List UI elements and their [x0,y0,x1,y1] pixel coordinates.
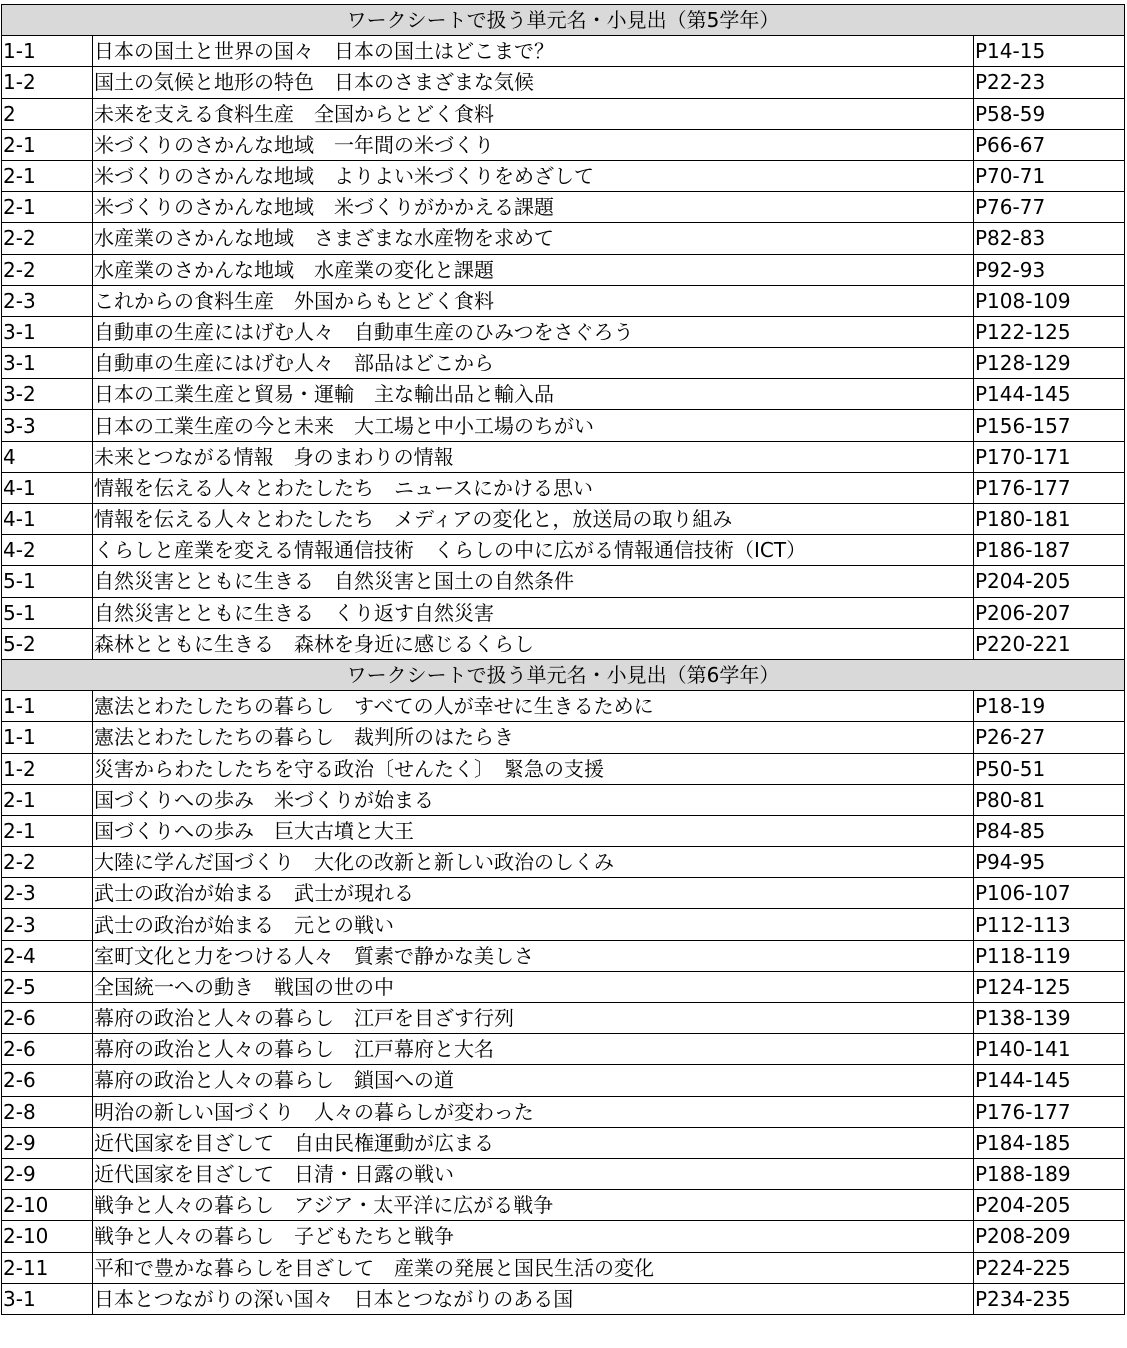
table-row [2,129,1125,160]
unit-title-cell: 明治の新しい国づくり 人々の暮らしが変わった [93,1096,974,1127]
page-range-cell: P112-113 [974,909,1125,940]
section-header-row [2,659,1125,690]
table-body [2,5,1125,1315]
unit-number-cell: 2-6 [2,1003,93,1034]
table-row [2,1190,1125,1221]
table-row [2,1283,1125,1314]
page-range-cell: P128-129 [974,348,1125,379]
unit-title-cell: 水産業のさかんな地域 水産業の変化と課題 [93,254,974,285]
page-range-cell: P234-235 [974,1283,1125,1314]
unit-number-cell: 3-3 [2,410,93,441]
table-row [2,815,1125,846]
unit-number-cell: 2-1 [2,192,93,223]
table-row [2,1252,1125,1283]
unit-title-cell: 戦争と人々の暮らし 子どもたちと戦争 [93,1221,974,1252]
table-row [2,971,1125,1002]
page-range-cell: P208-209 [974,1221,1125,1252]
unit-number-cell: 5-2 [2,628,93,659]
unit-number-cell: 2-1 [2,129,93,160]
page-range-cell: P106-107 [974,878,1125,909]
unit-title-cell: 日本とつながりの深い国々 日本とつながりのある国 [93,1283,974,1314]
table-row [2,410,1125,441]
table-row [2,535,1125,566]
table-row [2,223,1125,254]
table-row [2,316,1125,347]
table-row [2,1127,1125,1158]
worksheet-unit-table [1,4,1125,1315]
table-row [2,691,1125,722]
page-range-cell: P176-177 [974,1096,1125,1127]
unit-number-cell: 2-9 [2,1127,93,1158]
unit-number-cell: 3-2 [2,379,93,410]
page-range-cell: P170-171 [974,441,1125,472]
unit-number-cell: 2-1 [2,784,93,815]
page-range-cell: P84-85 [974,815,1125,846]
table-row [2,1158,1125,1189]
page-range-cell: P80-81 [974,784,1125,815]
unit-number-cell: 2-10 [2,1221,93,1252]
page-range-cell: P58-59 [974,98,1125,129]
page-range-cell: P220-221 [974,628,1125,659]
unit-title-cell: 室町文化と力をつける人々 質素で静かな美しさ [93,940,974,971]
page-range-cell: P76-77 [974,192,1125,223]
page-range-cell: P176-177 [974,472,1125,503]
unit-title-cell: 憲法とわたしたちの暮らし 裁判所のはたらき [93,722,974,753]
page-range-cell: P138-139 [974,1003,1125,1034]
unit-number-cell: 5-1 [2,566,93,597]
unit-number-cell: 2 [2,98,93,129]
unit-number-cell: 2-6 [2,1065,93,1096]
unit-number-cell: 4-1 [2,504,93,535]
unit-title-cell: くらしと産業を変える情報通信技術 くらしの中に広がる情報通信技術（ICT） [93,535,974,566]
unit-number-cell: 1-2 [2,753,93,784]
unit-number-cell: 2-9 [2,1158,93,1189]
unit-title-cell: 自動車の生産にはげむ人々 部品はどこから [93,348,974,379]
page-range-cell: P94-95 [974,847,1125,878]
table-row [2,753,1125,784]
page-range-cell: P204-205 [974,566,1125,597]
unit-number-cell: 2-2 [2,847,93,878]
unit-title-cell: 国づくりへの歩み 米づくりが始まる [93,784,974,815]
unit-number-cell: 2-8 [2,1096,93,1127]
page-range-cell: P26-27 [974,722,1125,753]
table-row [2,847,1125,878]
unit-title-cell: 災害からわたしたちを守る政治〔せんたく〕 緊急の支援 [93,753,974,784]
table-row [2,1034,1125,1065]
unit-title-cell: 日本の工業生産の今と未来 大工場と中小工場のちがい [93,410,974,441]
table-row [2,348,1125,379]
unit-title-cell: 自然災害とともに生きる くり返す自然災害 [93,597,974,628]
unit-title-cell: 国土の気候と地形の特色 日本のさまざまな気候 [93,67,974,98]
unit-number-cell: 2-2 [2,254,93,285]
table-row [2,1003,1125,1034]
page-range-cell: P180-181 [974,504,1125,535]
unit-number-cell: 2-2 [2,223,93,254]
page-range-cell: P124-125 [974,971,1125,1002]
unit-number-cell: 2-3 [2,878,93,909]
table-row [2,597,1125,628]
unit-number-cell: 2-3 [2,909,93,940]
section-header-row [2,5,1125,36]
unit-title-cell: 自然災害とともに生きる 自然災害と国土の自然条件 [93,566,974,597]
unit-title-cell: 米づくりのさかんな地域 一年間の米づくり [93,129,974,160]
page-range-cell: P14-15 [974,36,1125,67]
unit-title-cell: 米づくりのさかんな地域 米づくりがかかえる課題 [93,192,974,223]
unit-title-cell: 情報を伝える人々とわたしたち ニュースにかける思い [93,472,974,503]
table-row [2,254,1125,285]
unit-title-cell: 情報を伝える人々とわたしたち メディアの変化と，放送局の取り組み [93,504,974,535]
unit-title-cell: 戦争と人々の暮らし アジア・太平洋に広がる戦争 [93,1190,974,1221]
page-range-cell: P204-205 [974,1190,1125,1221]
page-range-cell: P144-145 [974,1065,1125,1096]
page-range-cell: P156-157 [974,410,1125,441]
table-row [2,1221,1125,1252]
page-range-cell: P140-141 [974,1034,1125,1065]
table-row [2,784,1125,815]
unit-title-cell: 武士の政治が始まる 武士が現れる [93,878,974,909]
page-range-cell: P66-67 [974,129,1125,160]
table-row [2,441,1125,472]
unit-title-cell: 森林とともに生きる 森林を身近に感じるくらし [93,628,974,659]
page-range-cell: P22-23 [974,67,1125,98]
unit-title-cell: 日本の国土と世界の国々 日本の国土はどこまで？ [93,36,974,67]
table-row [2,722,1125,753]
table-row [2,878,1125,909]
unit-number-cell: 3-1 [2,316,93,347]
unit-title-cell: 国づくりへの歩み 巨大古墳と大王 [93,815,974,846]
page-range-cell: P70-71 [974,160,1125,191]
unit-number-cell: 2-6 [2,1034,93,1065]
unit-number-cell: 1-1 [2,691,93,722]
unit-title-cell: 憲法とわたしたちの暮らし すべての人が幸せに生きるために [93,691,974,722]
page-range-cell: P144-145 [974,379,1125,410]
table-row [2,504,1125,535]
table-row [2,67,1125,98]
unit-number-cell: 2-5 [2,971,93,1002]
unit-number-cell: 1-2 [2,67,93,98]
page-range-cell: P122-125 [974,316,1125,347]
unit-title-cell: 幕府の政治と人々の暮らし 江戸幕府と大名 [93,1034,974,1065]
page-range-cell: P18-19 [974,691,1125,722]
unit-number-cell: 4 [2,441,93,472]
table-row [2,940,1125,971]
section-title: ワークシートで扱う単元名・小見出（第6学年） [2,659,1125,690]
unit-number-cell: 2-1 [2,160,93,191]
unit-title-cell: 水産業のさかんな地域 さまざまな水産物を求めて [93,223,974,254]
table-row [2,98,1125,129]
unit-title-cell: 自動車の生産にはげむ人々 自動車生産のひみつをさぐろう [93,316,974,347]
unit-title-cell: 平和で豊かな暮らしを目ざして 産業の発展と国民生活の変化 [93,1252,974,1283]
unit-number-cell: 4-1 [2,472,93,503]
unit-title-cell: 武士の政治が始まる 元との戦い [93,909,974,940]
unit-number-cell: 1-1 [2,722,93,753]
table-row [2,1065,1125,1096]
unit-number-cell: 2-10 [2,1190,93,1221]
unit-title-cell: 未来とつながる情報 身のまわりの情報 [93,441,974,472]
table-row [2,160,1125,191]
page-range-cell: P50-51 [974,753,1125,784]
page-range-cell: P108-109 [974,285,1125,316]
unit-title-cell: これからの食料生産 外国からもとどく食料 [93,285,974,316]
unit-title-cell: 幕府の政治と人々の暮らし 江戸を目ざす行列 [93,1003,974,1034]
unit-title-cell: 未来を支える食料生産 全国からとどく食料 [93,98,974,129]
page-range-cell: P224-225 [974,1252,1125,1283]
unit-number-cell: 2-4 [2,940,93,971]
table-row [2,628,1125,659]
table-row [2,285,1125,316]
table-row [2,1096,1125,1127]
table-row [2,909,1125,940]
page-range-cell: P206-207 [974,597,1125,628]
page-range-cell: P92-93 [974,254,1125,285]
unit-title-cell: 近代国家を目ざして 日清・日露の戦い [93,1158,974,1189]
page-range-cell: P184-185 [974,1127,1125,1158]
page-range-cell: P186-187 [974,535,1125,566]
unit-number-cell: 2-11 [2,1252,93,1283]
unit-title-cell: 米づくりのさかんな地域 よりよい米づくりをめざして [93,160,974,191]
unit-number-cell: 3-1 [2,348,93,379]
table-row [2,566,1125,597]
unit-number-cell: 2-3 [2,285,93,316]
table-row [2,36,1125,67]
table-row [2,379,1125,410]
unit-title-cell: 近代国家を目ざして 自由民権運動が広まる [93,1127,974,1158]
unit-number-cell: 1-1 [2,36,93,67]
unit-number-cell: 3-1 [2,1283,93,1314]
table-row [2,192,1125,223]
unit-number-cell: 2-1 [2,815,93,846]
page-range-cell: P118-119 [974,940,1125,971]
unit-title-cell: 全国統一への動き 戦国の世の中 [93,971,974,1002]
table-row [2,472,1125,503]
page-range-cell: P188-189 [974,1158,1125,1189]
unit-title-cell: 大陸に学んだ国づくり 大化の改新と新しい政治のしくみ [93,847,974,878]
section-title: ワークシートで扱う単元名・小見出（第5学年） [2,5,1125,36]
unit-title-cell: 幕府の政治と人々の暮らし 鎖国への道 [93,1065,974,1096]
page-range-cell: P82-83 [974,223,1125,254]
unit-title-cell: 日本の工業生産と貿易・運輸 主な輸出品と輸入品 [93,379,974,410]
unit-number-cell: 4-2 [2,535,93,566]
unit-number-cell: 5-1 [2,597,93,628]
